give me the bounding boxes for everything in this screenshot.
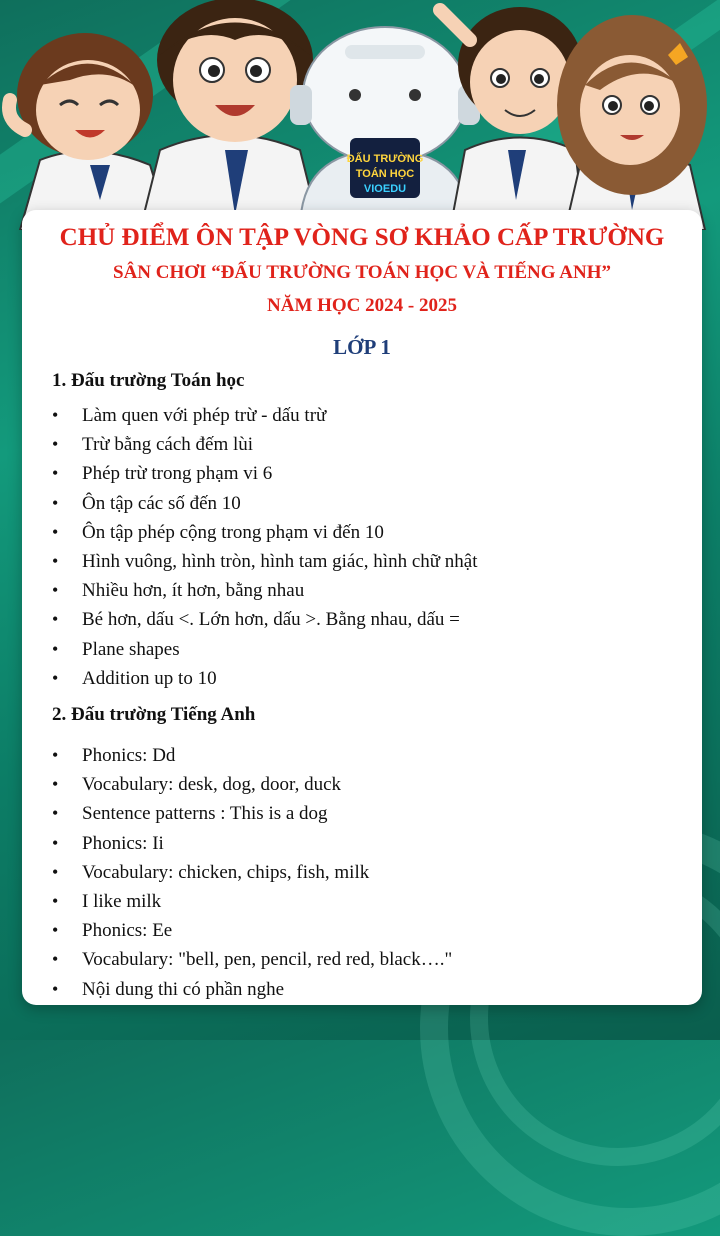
- list-item: • Vocabulary: "bell, pen, pencil, red red, black….": [52, 949, 453, 971]
- list-item: • Vocabulary: chicken, chips, fish, milk: [52, 861, 370, 883]
- list-item: • Làm quen với phép trừ - dấu trừ: [52, 405, 327, 426]
- page-subtitle: SÂN CHƠI “ĐẤU TRƯỜNG TOÁN HỌC VÀ TIẾNG ANH”: [113, 262, 611, 283]
- girl-right-character: [557, 15, 707, 230]
- header-illustration: [0, 0, 720, 230]
- list-item: • I like milk: [52, 890, 162, 912]
- list-item: • Plane shapes: [52, 638, 180, 660]
- list-item: • Phonics: Dd: [52, 745, 176, 766]
- list-item: • Phonics: Ee: [52, 920, 173, 942]
- list-item: • Sentence patterns : This is a dog: [52, 803, 328, 825]
- list-item: • Nội dung thi có phần nghe: [52, 978, 285, 1000]
- list-item: • Bé hơn, dấu <. Lớn hơn, dấu >. Bằng nhau, dấu =: [52, 609, 460, 631]
- robot-mascot-character: [290, 27, 480, 230]
- svg-text:TOÁN HỌC: TOÁN HỌC: [355, 168, 415, 180]
- grade-label: LỚP 1: [333, 335, 391, 359]
- school-year: NĂM HỌC 2024 - 2025: [267, 295, 457, 316]
- list-item: • Vocabulary: desk, dog, door, duck: [52, 774, 342, 796]
- list-item: • Nhiều hơn, ít hơn, bằng nhau: [52, 580, 305, 602]
- list-item: • Ôn tập phép cộng trong phạm vi đến 10: [52, 521, 384, 543]
- list-item: • Phonics: Ii: [52, 832, 164, 854]
- girl-left-character: [9, 33, 170, 230]
- svg-text:ĐẤU TRƯỜNG: ĐẤU TRƯỜNG: [346, 153, 424, 165]
- section-heading-english: 2. Đấu trường Tiếng Anh: [52, 704, 256, 725]
- list-item: • Addition up to 10: [52, 667, 217, 689]
- section-heading-math: 1. Đấu trường Toán học: [52, 370, 245, 391]
- list-item: • Hình vuông, hình tròn, hình tam giác, hình chữ nhật: [52, 550, 478, 572]
- list-item: • Ôn tập các số đến 10: [52, 492, 241, 514]
- list-item: • Phép trừ trong phạm vi 6: [52, 463, 273, 485]
- english-topic-list: [52, 741, 452, 1004]
- math-topic-list: [52, 401, 478, 693]
- page-title: CHỦ ĐIỂM ÔN TẬP VÒNG SƠ KHẢO CẤP TRƯỜNG: [59, 224, 665, 251]
- svg-text:VIOEDU: VIOEDU: [363, 183, 407, 195]
- list-item: • Trừ bằng cách đếm lùi: [52, 434, 254, 456]
- content-card: [22, 210, 702, 1005]
